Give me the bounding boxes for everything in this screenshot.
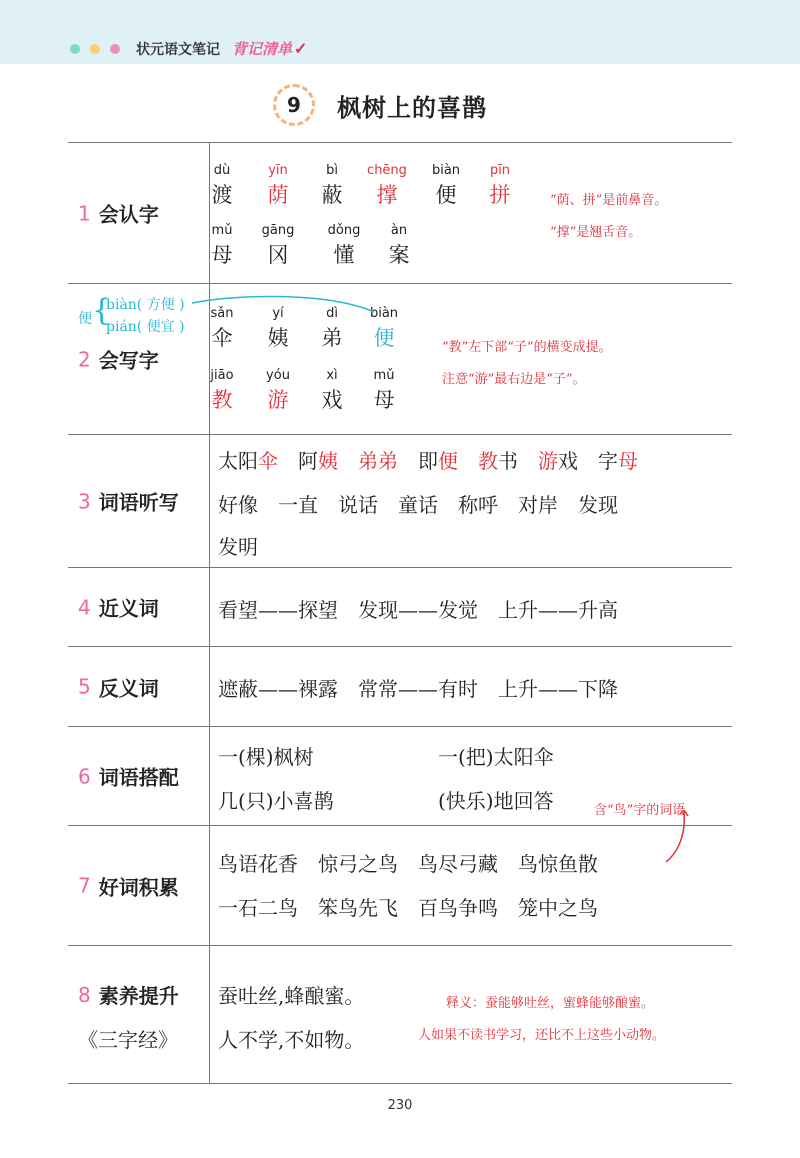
- section-label-cell: [68, 435, 210, 567]
- polyphone-reading: biàn( 方便 ): [106, 297, 185, 313]
- pinyin: àn: [390, 223, 408, 238]
- hanzi: 便: [373, 326, 395, 350]
- hanzi: 游: [267, 388, 289, 412]
- pinyin: jiāo: [210, 368, 234, 383]
- annotation-note: “撑”是翘舌音。: [550, 225, 642, 240]
- dot-icon-pink: [110, 44, 120, 54]
- hanzi: 案: [388, 243, 410, 267]
- hanzi: 便: [435, 183, 457, 207]
- section-row-dictation: [68, 435, 732, 568]
- synonym-line: 看望——探望 发现——发觉 上升——升高: [218, 598, 618, 622]
- annotation-note: 人如果不读书学习，还比不上这些小动物。: [418, 1028, 666, 1043]
- section-number: 7: [78, 873, 91, 898]
- hanzi: 母: [373, 388, 395, 412]
- annotation-note: “教”左下部“子”的横变成提。: [442, 340, 612, 355]
- section-label: 好词积累: [98, 875, 179, 899]
- section-tag: 背记清单: [232, 40, 293, 58]
- pinyin: dǒng: [327, 223, 361, 238]
- hanzi: 荫: [267, 183, 289, 207]
- hanzi: 母: [211, 243, 233, 267]
- polyphone-reading: pián( 便宜 ): [106, 319, 185, 335]
- annotation-note: “荫、拼”是前鼻音。: [550, 193, 668, 208]
- pinyin: yīn: [268, 163, 288, 178]
- pinyin: mǔ: [373, 368, 395, 383]
- section-content: [210, 143, 732, 283]
- hanzi: 拼: [489, 183, 511, 207]
- section-label: 词语搭配: [98, 765, 179, 790]
- section-label: 词语听写: [98, 490, 179, 515]
- hanzi: 撑: [376, 183, 398, 207]
- dot-icon-yellow: [90, 44, 100, 54]
- hanzi: 冈: [267, 243, 289, 267]
- header-brand-row: [70, 38, 307, 59]
- section-label: 反义词: [98, 676, 159, 700]
- section-content: [210, 568, 732, 646]
- section-label-cell: [68, 143, 210, 283]
- word-line: 好像 一直 说话 童话 称呼 对岸 发现: [218, 493, 618, 517]
- section-content: [210, 647, 732, 726]
- section-number: 3: [78, 489, 91, 513]
- section-content: [210, 946, 732, 1083]
- section-label: 近义词: [98, 596, 159, 621]
- pinyin: bì: [326, 163, 338, 178]
- polyphone-note: [78, 294, 398, 344]
- collocation-item: 一(把)太阳伞: [438, 745, 554, 769]
- pinyin: yóu: [266, 368, 290, 383]
- dot-icon-teal: [70, 44, 80, 54]
- annotation-note: 注意“游”最右边是“子”。: [442, 372, 586, 387]
- page-number: 230: [387, 1098, 413, 1113]
- collocation-item: (快乐)地回答: [438, 789, 554, 813]
- hanzi: 渡: [211, 183, 233, 207]
- section-row-recognize: [68, 143, 732, 284]
- idiom-line: 鸟语花香 惊弓之鸟 鸟尽弓藏 鸟惊鱼散: [218, 852, 598, 876]
- lesson-number-badge: 9: [273, 84, 315, 126]
- section-row-antonyms: [68, 647, 732, 727]
- section-number: 6: [78, 764, 91, 788]
- section-number: 1: [78, 201, 91, 225]
- section-content: [210, 435, 732, 567]
- section-number: 8: [78, 982, 91, 1007]
- polyphone-char: 便: [78, 311, 92, 327]
- antonym-line: 遮蔽——裸露 常常——有时 上升——下降: [218, 677, 618, 701]
- hanzi: 弟: [321, 326, 343, 350]
- classic-line: 蚕吐丝,蜂酿蜜。: [218, 984, 365, 1008]
- check-icon: ✓: [294, 39, 308, 58]
- section-number: 5: [78, 674, 91, 699]
- section-label-cell: [68, 727, 210, 825]
- annotation-note: 释义：蚕能够吐丝，蜜蜂能够酿蜜。: [446, 996, 655, 1011]
- section-row-literacy: [68, 946, 732, 1084]
- section-label-cell: [68, 568, 210, 646]
- section-label: 会写字: [98, 348, 159, 373]
- pinyin: yí: [272, 306, 284, 321]
- pinyin: sǎn: [210, 306, 234, 321]
- hanzi: 懂: [333, 243, 355, 267]
- word-line: 太阳伞 阿姨 弟弟 即便 教书 游戏 字母: [218, 449, 638, 473]
- section-label-cell: [68, 946, 210, 1083]
- section-label-cell: [68, 647, 210, 726]
- section-row-good-words: [68, 826, 732, 946]
- pinyin: dì: [326, 306, 338, 321]
- collocation-item: 几(只)小喜鹊: [218, 789, 334, 813]
- hanzi: 教: [211, 388, 233, 412]
- collocation-item: 一(棵)枫树: [218, 745, 314, 769]
- hanzi: 蔽: [321, 183, 343, 207]
- pinyin: xì: [326, 368, 338, 383]
- pinyin: pīn: [489, 163, 511, 178]
- hanzi: 伞: [211, 326, 233, 350]
- pinyin: biàn: [431, 163, 461, 178]
- section-number: 2: [78, 347, 91, 371]
- idiom-line: 一石二鸟 笨鸟先飞 百鸟争鸣 笼中之鸟: [218, 896, 598, 920]
- classic-line: 人不学,不如物。: [218, 1028, 365, 1052]
- section-row-collocation: [68, 727, 732, 826]
- section-row-synonyms: [68, 568, 732, 647]
- hanzi: 戏: [321, 388, 343, 412]
- section-number: 4: [78, 595, 91, 619]
- source-title: 《三字经》: [78, 1028, 178, 1052]
- pinyin: chēng: [367, 163, 407, 178]
- lesson-title: 枫树上的喜鹊: [337, 93, 487, 122]
- annotation-note: 含“鸟”字的词语: [594, 803, 686, 818]
- pinyin: dù: [213, 163, 231, 178]
- word-line: 发明: [218, 535, 258, 559]
- pinyin: biàn: [369, 306, 399, 321]
- hanzi: 姨: [267, 326, 289, 350]
- arrow-icon: [652, 810, 692, 870]
- section-label: 素养提升: [98, 984, 179, 1008]
- lesson-title-row: [0, 84, 800, 126]
- header-banner: [0, 0, 800, 64]
- brace-icon: {: [92, 293, 112, 328]
- pinyin: mǔ: [211, 223, 233, 238]
- section-label: 会认字: [98, 202, 159, 227]
- brand-name: 状元语文笔记: [136, 41, 220, 58]
- vocab-table: [68, 142, 732, 1084]
- pinyin: gāng: [261, 223, 295, 238]
- section-label-cell: [68, 826, 210, 945]
